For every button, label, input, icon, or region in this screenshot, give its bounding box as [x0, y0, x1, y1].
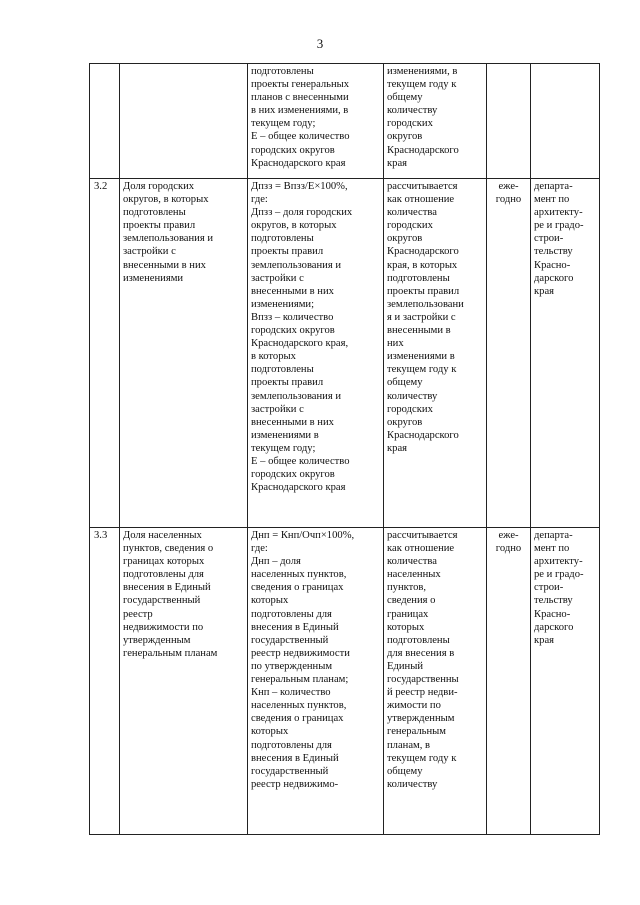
responsible-body: департа- мент по архитекту- ре и градо- строи- тельству Красно- дарского края: [531, 179, 600, 528]
indicator-name: Доля населенных пунктов, сведения о границах которых подготовлены для внесения в Единый государственный реестр недвижимости по утвержденным генеральным планам: [120, 528, 248, 835]
indicator-formula: Дпзз = Впзз/Е×100%, где: Дпзз – доля городских округов, в которых подготовлены проекты правил землепользования и застройки с внесенными в них изменениями; Впзз – количество городских округов Краснодарского края, в которых подготовлены проекты правил землепользования и застройки с внесенными в них изменениями в текущем году; Е – общее количество городских округов Краснодарского края: [248, 179, 384, 528]
periodicity: еже- годно: [487, 179, 531, 528]
calculation-method: рассчитывается как отношение количества населенных пунктов, сведения о границах которых подготовлены для внесения в Единый государственны й реестр недви- жимости по утвержденным генеральным планам, в текущем году к общему количеству: [384, 528, 487, 835]
indicators-table: [89, 63, 600, 835]
indicator-name: [120, 64, 248, 179]
indicator-formula: подготовлены проекты генеральных планов с внесенными в них изменениями, в текущем году; Е – общее количество городских округов Краснодарского края: [248, 64, 384, 179]
calculation-method: изменениями, в текущем году к общему количеству городских округов Краснодарского края: [384, 64, 487, 179]
periodicity: [487, 64, 531, 179]
responsible-body: департа- мент по архитекту- ре и градо- строи- тельству Красно- дарского края: [531, 528, 600, 835]
indicator-formula: Днп = Кнп/Очп×100%, где: Днп – доля населенных пунктов, сведения о границах которых подготовлены для внесения в Единый государственный реестр недвижимости по утвержденным генеральным планам; Кнп – количество населенных пунктов, сведения о границах которых подготовлены для внесения в Единый государственный реестр недвижимо-: [248, 528, 384, 835]
calculation-method: рассчитывается как отношение количества городских округов Краснодарского края, в которых подготовлены проекты правил землепользовани я и застройки с внесенными в них изменениями в текущем году к общему количеству городских округов Краснодарского края: [384, 179, 487, 528]
indicator-name: Доля городских округов, в которых подготовлены проекты правил землепользования и застройки с внесенными в них изменениями: [120, 179, 248, 528]
table-row: [90, 64, 600, 179]
row-number: 3.2: [90, 179, 120, 528]
responsible-body: [531, 64, 600, 179]
table-row: [90, 528, 600, 835]
page-number: 3: [316, 36, 324, 51]
periodicity: еже- годно: [487, 528, 531, 835]
table-row: [90, 179, 600, 528]
row-number: [90, 64, 120, 179]
row-number: 3.3: [90, 528, 120, 835]
